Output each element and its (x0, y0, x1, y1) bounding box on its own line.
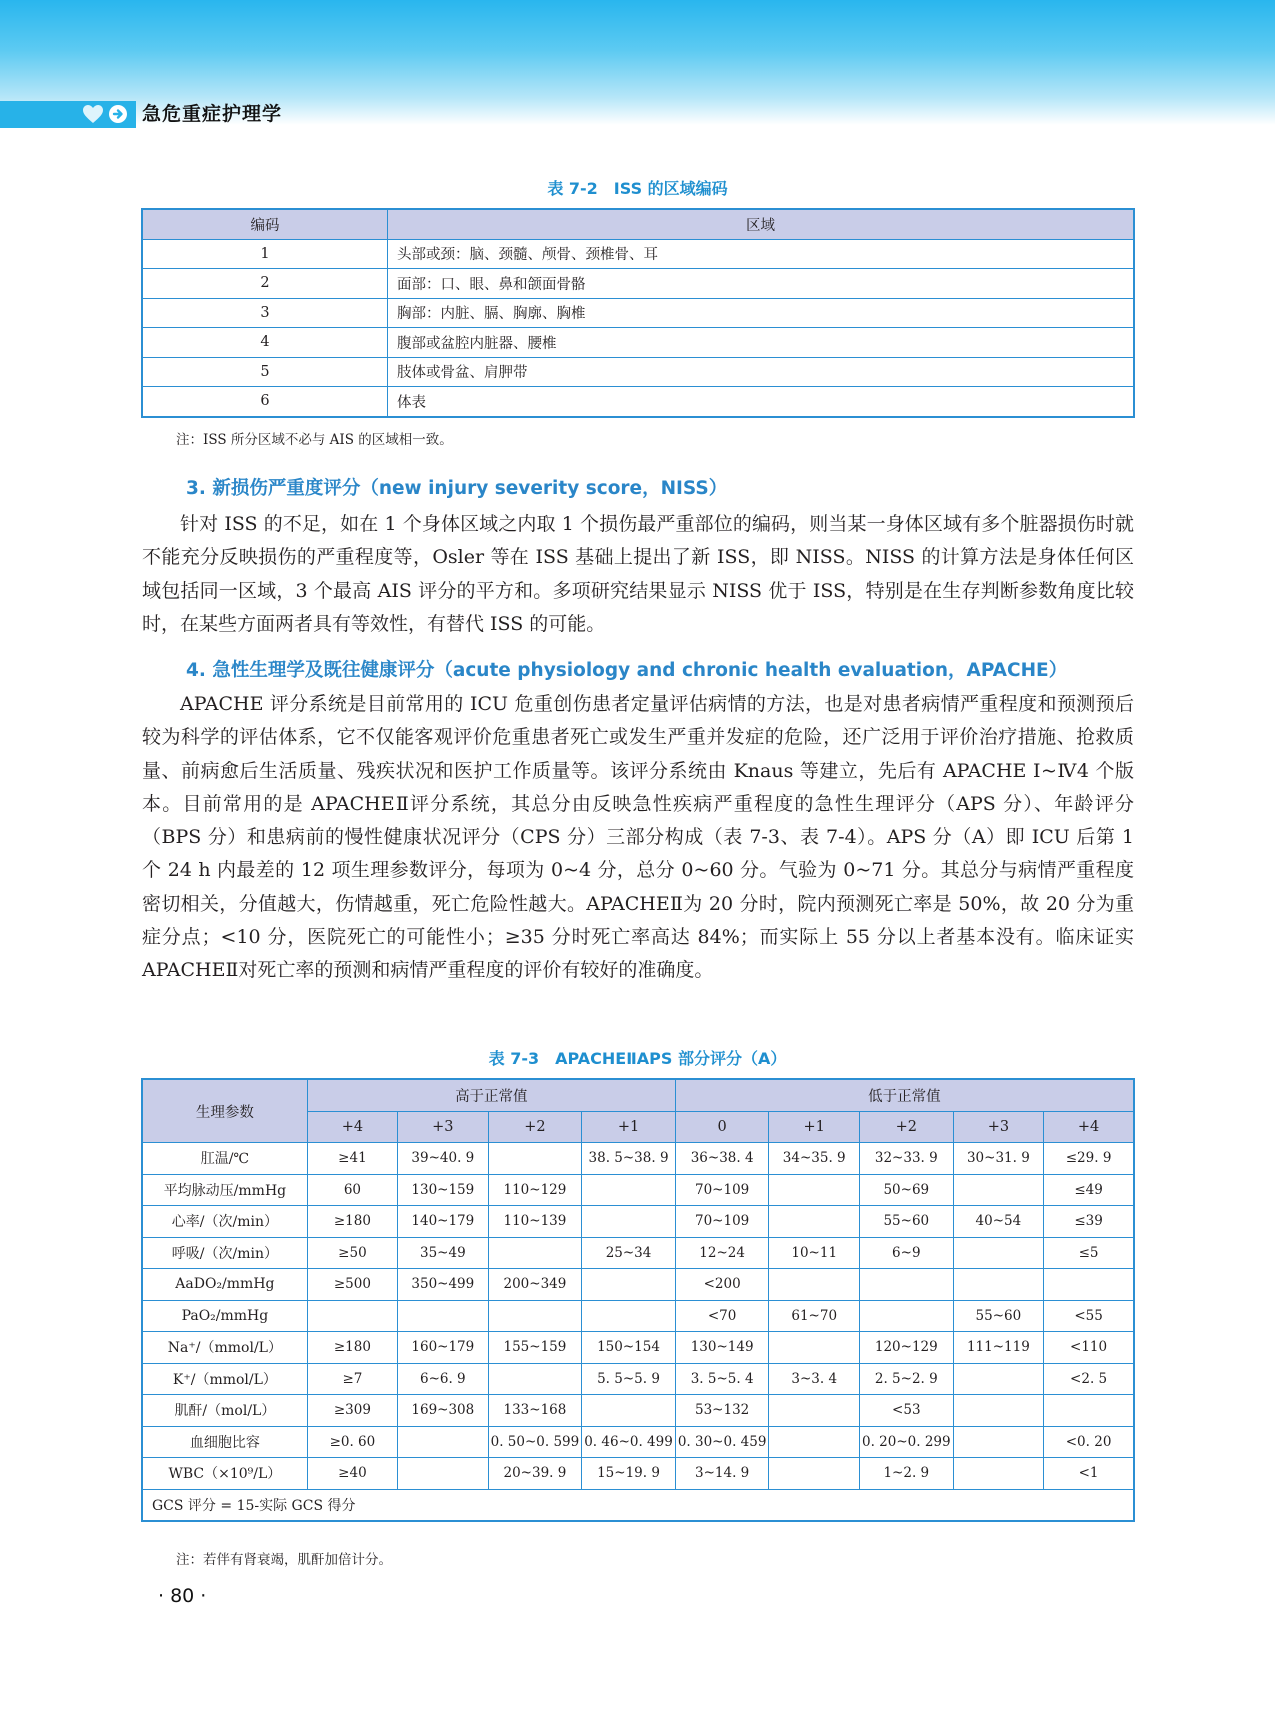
score-range-cell: ≥309 (307, 1395, 397, 1427)
column-header-region: 区域 (388, 209, 1135, 239)
score-range-cell: 35~49 (398, 1237, 489, 1269)
score-range-cell (769, 1395, 860, 1427)
score-range-cell: ≥41 (307, 1143, 397, 1175)
table-7-3 (141, 1078, 1135, 1522)
score-range-cell: 110~129 (488, 1174, 582, 1206)
score-range-cell (582, 1206, 676, 1238)
score-header: +4 (1044, 1111, 1134, 1143)
score-range-cell: 130~149 (675, 1332, 769, 1364)
score-header: +1 (582, 1111, 676, 1143)
score-range-cell: 6~6. 9 (398, 1363, 489, 1395)
score-range-cell: 25~34 (582, 1237, 676, 1269)
score-range-cell: 50~69 (860, 1174, 954, 1206)
score-range-cell (953, 1269, 1044, 1301)
score-range-cell (953, 1363, 1044, 1395)
score-range-cell (398, 1300, 489, 1332)
code-cell: 1 (142, 239, 388, 269)
table-row (142, 1458, 1134, 1490)
score-range-cell (488, 1237, 582, 1269)
region-cell: 腹部或盆腔内脏器、腰椎 (388, 328, 1135, 358)
score-range-cell: 36~38. 4 (675, 1143, 769, 1175)
table-row (142, 269, 1134, 299)
score-range-cell: 350~499 (398, 1269, 489, 1301)
table-row (142, 1363, 1134, 1395)
score-range-cell: ≥7 (307, 1363, 397, 1395)
score-range-cell: 0. 20~0. 299 (860, 1426, 954, 1458)
score-range-cell: 55~60 (860, 1206, 954, 1238)
score-range-cell: <1 (1044, 1458, 1134, 1490)
code-cell: 5 (142, 357, 388, 387)
score-range-cell: 32~33. 9 (860, 1143, 954, 1175)
table-row (142, 1395, 1134, 1427)
score-range-cell: <200 (675, 1269, 769, 1301)
arrow-right-circle-icon (108, 104, 128, 124)
score-range-cell (1044, 1269, 1134, 1301)
table-row (142, 1206, 1134, 1238)
param-name-cell: 心率/（次/min） (142, 1206, 307, 1238)
code-cell: 2 (142, 269, 388, 299)
score-range-cell: 130~159 (398, 1174, 489, 1206)
score-header: +4 (307, 1111, 397, 1143)
score-range-cell (488, 1363, 582, 1395)
gcs-row: GCS 评分 = 15-实际 GCS 得分 (142, 1489, 1134, 1521)
score-range-cell: 150~154 (582, 1332, 676, 1364)
table-7-2 (141, 208, 1135, 418)
score-range-cell (398, 1458, 489, 1490)
score-range-cell (582, 1300, 676, 1332)
score-range-cell: <2. 5 (1044, 1363, 1134, 1395)
score-range-cell: 61~70 (769, 1300, 860, 1332)
score-header: +3 (398, 1111, 489, 1143)
score-range-cell: ≥40 (307, 1458, 397, 1490)
score-header: +1 (769, 1111, 860, 1143)
table-row (142, 1426, 1134, 1458)
region-cell: 头部或颈：脑、颈髓、颅骨、颈椎骨、耳 (388, 239, 1135, 269)
score-range-cell: ≥500 (307, 1269, 397, 1301)
heart-icon (82, 104, 104, 124)
score-range-cell (307, 1300, 397, 1332)
score-range-cell (769, 1458, 860, 1490)
score-range-cell (769, 1332, 860, 1364)
score-range-cell (769, 1426, 860, 1458)
score-range-cell: <0. 20 (1044, 1426, 1134, 1458)
score-range-cell: ≥50 (307, 1237, 397, 1269)
param-name-cell: 平均脉动压/mmHg (142, 1174, 307, 1206)
score-range-cell: 5. 5~5. 9 (582, 1363, 676, 1395)
code-cell: 6 (142, 387, 388, 417)
score-range-cell: 160~179 (398, 1332, 489, 1364)
section-3-body: 针对 ISS 的不足，如在 1 个身体区域之内取 1 个损伤最严重部位的编码，则当某一身体区域有多个脏器损伤时就不能充分反映损伤的严重程度等，Osler 等在 ISS 基础上提出了新 ISS，即 NISS。NISS 的计算方法是身体任何区域包括同一区域，3 个最高 AIS 评分的平方和。多项研究结果显示 NISS 优于 ISS，特别是在生存判断参数角度比较时，在某些方面两者具有等效性，有替代 ISS 的可能。 (142, 513, 1134, 635)
score-range-cell: 30~31. 9 (953, 1143, 1044, 1175)
score-range-cell (769, 1174, 860, 1206)
section-4-body: APACHE 评分系统是目前常用的 ICU 危重创伤患者定量评估病情的方法，也是对患者病情严重程度和预测预后较为科学的评估体系，它不仅能客观评价危重患者死亡或发生严重并发症的危险，还广泛用于评价治疗措施、抢救质量、前病愈后生活质量、残疾状况和医护工作质量等。该评分系统由 Knaus 等建立，先后有 APACHE Ⅰ~Ⅳ4 个版本。目前常用的是 APACHEⅡ评分系统，其总分由反映急性疾病严重程度的急性生理评分（APS 分）、年龄评分（BPS 分）和患病前的慢性健康状况评分（CPS 分）三部分构成（表 7-3、表 7-4）。APS 分（A）即 ICU 后第 1 个 24 h 内最差的 12 项生理参数评分，每项为 0~4 分，总分 0~60 分。气验为 0~71 分。其总分与病情严重程度密切相关，分值越大，伤情越重，死亡危险性越大。APACHEⅡ为 20 分时，院内预测死亡率是 50%，故 20 分为重症分点；<10 分，医院死亡的可能性小；≥35 分时死亡率高达 84%；而实际上 55 分以上者基本没有。临床证实 APACHEⅡ对死亡率的预测和病情严重程度的评价有较好的准确度。 (142, 693, 1134, 982)
score-range-cell: <53 (860, 1395, 954, 1427)
score-range-cell: 2. 5~2. 9 (860, 1363, 954, 1395)
score-range-cell: <110 (1044, 1332, 1134, 1364)
score-range-cell: 55~60 (953, 1300, 1044, 1332)
score-range-cell: 34~35. 9 (769, 1143, 860, 1175)
param-name-cell: K⁺/（mmol/L） (142, 1363, 307, 1395)
score-header: +3 (953, 1111, 1044, 1143)
param-name-cell: 血细胞比容 (142, 1426, 307, 1458)
param-name-cell: WBC（×10⁹/L） (142, 1458, 307, 1490)
score-range-cell: 10~11 (769, 1237, 860, 1269)
score-header: +2 (488, 1111, 582, 1143)
table-row (142, 1237, 1134, 1269)
table-row (142, 328, 1134, 358)
group-header-high: 高于正常值 (307, 1079, 675, 1111)
score-range-cell: 3~3. 4 (769, 1363, 860, 1395)
score-range-cell: 111~119 (953, 1332, 1044, 1364)
score-range-cell: 155~159 (488, 1332, 582, 1364)
score-header: +2 (860, 1111, 954, 1143)
score-range-cell (582, 1174, 676, 1206)
table-7-2-caption: 表 7-2 ISS 的区域编码 (547, 179, 728, 198)
score-range-cell: ≤49 (1044, 1174, 1134, 1206)
table-7-3-body (142, 1143, 1134, 1490)
score-range-cell: 3. 5~5. 4 (675, 1363, 769, 1395)
score-range-cell: 3~14. 9 (675, 1458, 769, 1490)
region-cell: 胸部：内脏、膈、胸廓、胸椎 (388, 298, 1135, 328)
column-header-code: 编码 (142, 209, 388, 239)
header-icons (82, 103, 128, 125)
code-cell: 4 (142, 328, 388, 358)
section-4-heading: 4. 急性生理学及既往健康评分（acute physiology and chronic health evaluation，APACHE） (186, 660, 1068, 681)
book-title: 急危重症护理学 (142, 103, 283, 125)
param-name-cell: 呼吸/（次/min） (142, 1237, 307, 1269)
table-row (142, 1269, 1134, 1301)
score-range-cell: <55 (1044, 1300, 1134, 1332)
table-row (142, 1174, 1134, 1206)
score-range-cell: 1~2. 9 (860, 1458, 954, 1490)
param-name-cell: AaDO₂/mmHg (142, 1269, 307, 1301)
table-7-2-note: 注：ISS 所分区域不必与 AIS 的区域相一致。 (176, 432, 453, 448)
score-range-cell: 12~24 (675, 1237, 769, 1269)
score-range-cell: 20~39. 9 (488, 1458, 582, 1490)
score-range-cell (582, 1269, 676, 1301)
score-range-cell (582, 1395, 676, 1427)
score-range-cell: 15~19. 9 (582, 1458, 676, 1490)
score-range-cell: ≥0. 60 (307, 1426, 397, 1458)
score-range-cell: 133~168 (488, 1395, 582, 1427)
score-range-cell: 6~9 (860, 1237, 954, 1269)
table-row (142, 1300, 1134, 1332)
table-row (142, 357, 1134, 387)
score-range-cell: 40~54 (953, 1206, 1044, 1238)
code-cell: 3 (142, 298, 388, 328)
score-range-cell (769, 1206, 860, 1238)
score-range-cell: 110~139 (488, 1206, 582, 1238)
table-row (142, 239, 1134, 269)
score-range-cell: ≥180 (307, 1332, 397, 1364)
score-range-cell (953, 1395, 1044, 1427)
param-name-cell: 肛温/℃ (142, 1143, 307, 1175)
score-range-cell (860, 1269, 954, 1301)
table-7-3-note: 注：若伴有肾衰竭，肌酐加倍计分。 (176, 1552, 392, 1568)
score-range-cell: 140~179 (398, 1206, 489, 1238)
score-range-cell (953, 1174, 1044, 1206)
table-7-3-caption: 表 7-3 APACHEⅡAPS 部分评分（A） (488, 1049, 787, 1068)
score-range-cell: ≥180 (307, 1206, 397, 1238)
score-range-cell: ≤29. 9 (1044, 1143, 1134, 1175)
region-cell: 肢体或骨盆、肩胛带 (388, 357, 1135, 387)
score-range-cell (488, 1143, 582, 1175)
score-range-cell: 0. 30~0. 459 (675, 1426, 769, 1458)
param-name-cell: PaO₂/mmHg (142, 1300, 307, 1332)
region-cell: 体表 (388, 387, 1135, 417)
table-row (142, 298, 1134, 328)
score-range-cell (769, 1269, 860, 1301)
param-name-cell: 肌酐/（mol/L） (142, 1395, 307, 1427)
page-number: · 80 · (158, 1585, 207, 1607)
table-row (142, 1332, 1134, 1364)
score-range-cell: 200~349 (488, 1269, 582, 1301)
score-range-cell: 70~109 (675, 1206, 769, 1238)
table-row (142, 387, 1134, 417)
score-range-cell: 38. 5~38. 9 (582, 1143, 676, 1175)
score-range-cell (953, 1426, 1044, 1458)
group-header-low: 低于正常值 (675, 1079, 1134, 1111)
table-row (142, 1143, 1134, 1175)
score-range-cell (860, 1300, 954, 1332)
score-range-cell: ≤5 (1044, 1237, 1134, 1269)
score-range-cell: 169~308 (398, 1395, 489, 1427)
score-header: 0 (675, 1111, 769, 1143)
region-cell: 面部：口、眼、鼻和颌面骨骼 (388, 269, 1135, 299)
score-range-cell: 0. 46~0. 499 (582, 1426, 676, 1458)
score-range-cell: 0. 50~0. 599 (488, 1426, 582, 1458)
score-range-cell (953, 1458, 1044, 1490)
score-range-cell (488, 1300, 582, 1332)
score-range-cell: 60 (307, 1174, 397, 1206)
score-range-cell: 120~129 (860, 1332, 954, 1364)
score-range-cell: ≤39 (1044, 1206, 1134, 1238)
score-range-cell: 70~109 (675, 1174, 769, 1206)
score-range-cell: 53~132 (675, 1395, 769, 1427)
section-3-heading: 3. 新损伤严重度评分（new injury severity score，NISS） (186, 478, 728, 499)
score-range-cell: 39~40. 9 (398, 1143, 489, 1175)
param-name-cell: Na⁺/（mmol/L） (142, 1332, 307, 1364)
score-range-cell: <70 (675, 1300, 769, 1332)
score-range-cell (953, 1237, 1044, 1269)
score-range-cell (398, 1426, 489, 1458)
column-header-param: 生理参数 (142, 1079, 307, 1143)
score-range-cell (1044, 1395, 1134, 1427)
